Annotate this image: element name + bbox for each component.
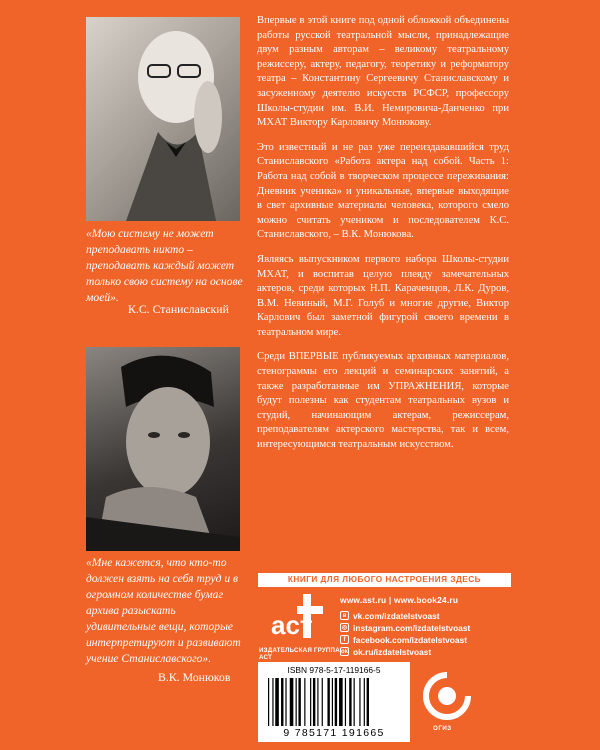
barcode-bar <box>310 678 311 726</box>
barcode-bar <box>339 678 343 726</box>
barcode-bar <box>367 678 369 726</box>
barcode-bar <box>322 678 323 726</box>
website-links[interactable]: www.ast.ru | www.book24.ru <box>340 595 459 605</box>
stanislavsky-quote: «Мою систему не может преподавать никто – преподавать каждый может только свою систему на основе моей». <box>86 227 243 304</box>
paragraph-intro: Впервые в этой книге под одной обложкой объединены работы русской театральной мысли, принадлежащие двум разным авторам – великому театральному режиссеру, актеру, педагогу, теоретику и реформатору театра – Константину Сергеевичу Станиславскому и засуженному деятелю искусств РСФСР, профессору Школы-студии им. В.И. Немировича-Данченко при МХАТ Виктору Карловичу Монюкову. <box>257 15 509 129</box>
barcode-bar <box>275 678 279 726</box>
ok-icon: ok <box>341 649 349 656</box>
barcode-bar <box>327 678 329 726</box>
barcode-bar <box>290 678 294 726</box>
facebook-icon: f <box>340 635 349 644</box>
barcode-bar <box>272 678 273 726</box>
monyukov-signature: В.К. Монюков <box>158 670 231 684</box>
imprint-name: ОГИЗ <box>433 725 452 732</box>
barcode-bar <box>354 678 355 726</box>
barcode-bar <box>349 678 351 726</box>
social-facebook[interactable] <box>340 634 470 646</box>
social-vk[interactable] <box>340 610 470 622</box>
ogiz-logo <box>423 672 471 720</box>
social-ok[interactable] <box>340 646 470 658</box>
barcode-bar <box>359 678 360 726</box>
barcode-bars <box>266 678 402 726</box>
social-label: instagram.com/izdatelstvoast <box>353 622 471 633</box>
paragraph-biography: Являясь выпускником первого набора Школы-студии МХАТ, и воспитав целую плеяду замечательных актеров, среди которых Н.П. Караченцов, Л.К. Дуров, В.М. Невиный, М.Г. Голуб и многие другие, Виктор Карлович был заметной фигурой своего времени в театральном мире. <box>257 253 509 338</box>
svg-text:аст: аст <box>271 610 313 640</box>
barcode-number: 9 785171 191665 <box>283 727 385 739</box>
vk-icon: в <box>340 611 349 620</box>
barcode-bar <box>364 678 365 726</box>
barcode-bar <box>332 678 333 726</box>
barcode-bar <box>313 678 315 726</box>
barcode-bar <box>345 678 346 726</box>
paragraph-materials: Среди ВПЕРВЫЕ публикуемых архивных материалов, стенограммы его лекций и семинарских занятий, а также разработанные им УПРАЖНЕНИЯ, которые будут полезны как студентам театральных вузов и студий, начинающим актерам, режиссерам, преподавателям актерского мастерства, так и всем, интересующимся театральным искусством. <box>257 351 509 451</box>
barcode-bar <box>296 678 297 726</box>
barcode-bar <box>268 678 269 726</box>
monyukov-photo <box>86 347 240 551</box>
social-label: ok.ru/izdatelstvoast <box>353 646 432 657</box>
paragraph-works: Это известный и не раз уже переиздававшийся труд Станиславского «Работа актера над собой. Часть 1: Работа над собой в творческом процессе переживания: Дневник ученика» и уникальные, впервые выходящие в свет архивные материалы человека, которого смело можно считать учеником и последователем К.С. Станиславского, – В.К. Монюкова. <box>257 141 509 241</box>
barcode-bar <box>281 678 283 726</box>
social-instagram[interactable] <box>340 622 470 634</box>
social-label: facebook.com/izdatelstvoast <box>353 634 468 645</box>
stanislavsky-signature: К.С. Станиславский <box>128 302 229 316</box>
barcode-bar <box>335 678 337 726</box>
monyukov-quote: «Мне кажется, что кто-то должен взять на себя труд и в огромном количестве бумаг архива разыскать удивительные вещи, которые интерпретируют и развивают учение Станиславского». <box>86 556 241 665</box>
ast-logo <box>267 592 327 644</box>
publisher-name: ИЗДАТЕЛЬСКАЯ ГРУППА АСТ <box>259 647 340 661</box>
publisher-links <box>340 595 470 658</box>
social-label: vk.com/izdatelstvoast <box>353 610 440 621</box>
isbn-text: ISBN 978-5-17-119166-5 <box>287 665 381 675</box>
barcode-bar <box>285 678 286 726</box>
barcode-bar <box>317 678 318 726</box>
isbn-barcode <box>258 662 410 742</box>
instagram-icon: ◎ <box>341 625 348 632</box>
tagline-banner: КНИГИ ДЛЯ ЛЮБОГО НАСТРОЕНИЯ ЗДЕСЬ <box>258 573 511 587</box>
barcode-bar <box>304 678 305 726</box>
barcode-bar <box>298 678 300 726</box>
stanislavsky-photo <box>86 17 240 221</box>
annotation-text <box>257 14 509 463</box>
